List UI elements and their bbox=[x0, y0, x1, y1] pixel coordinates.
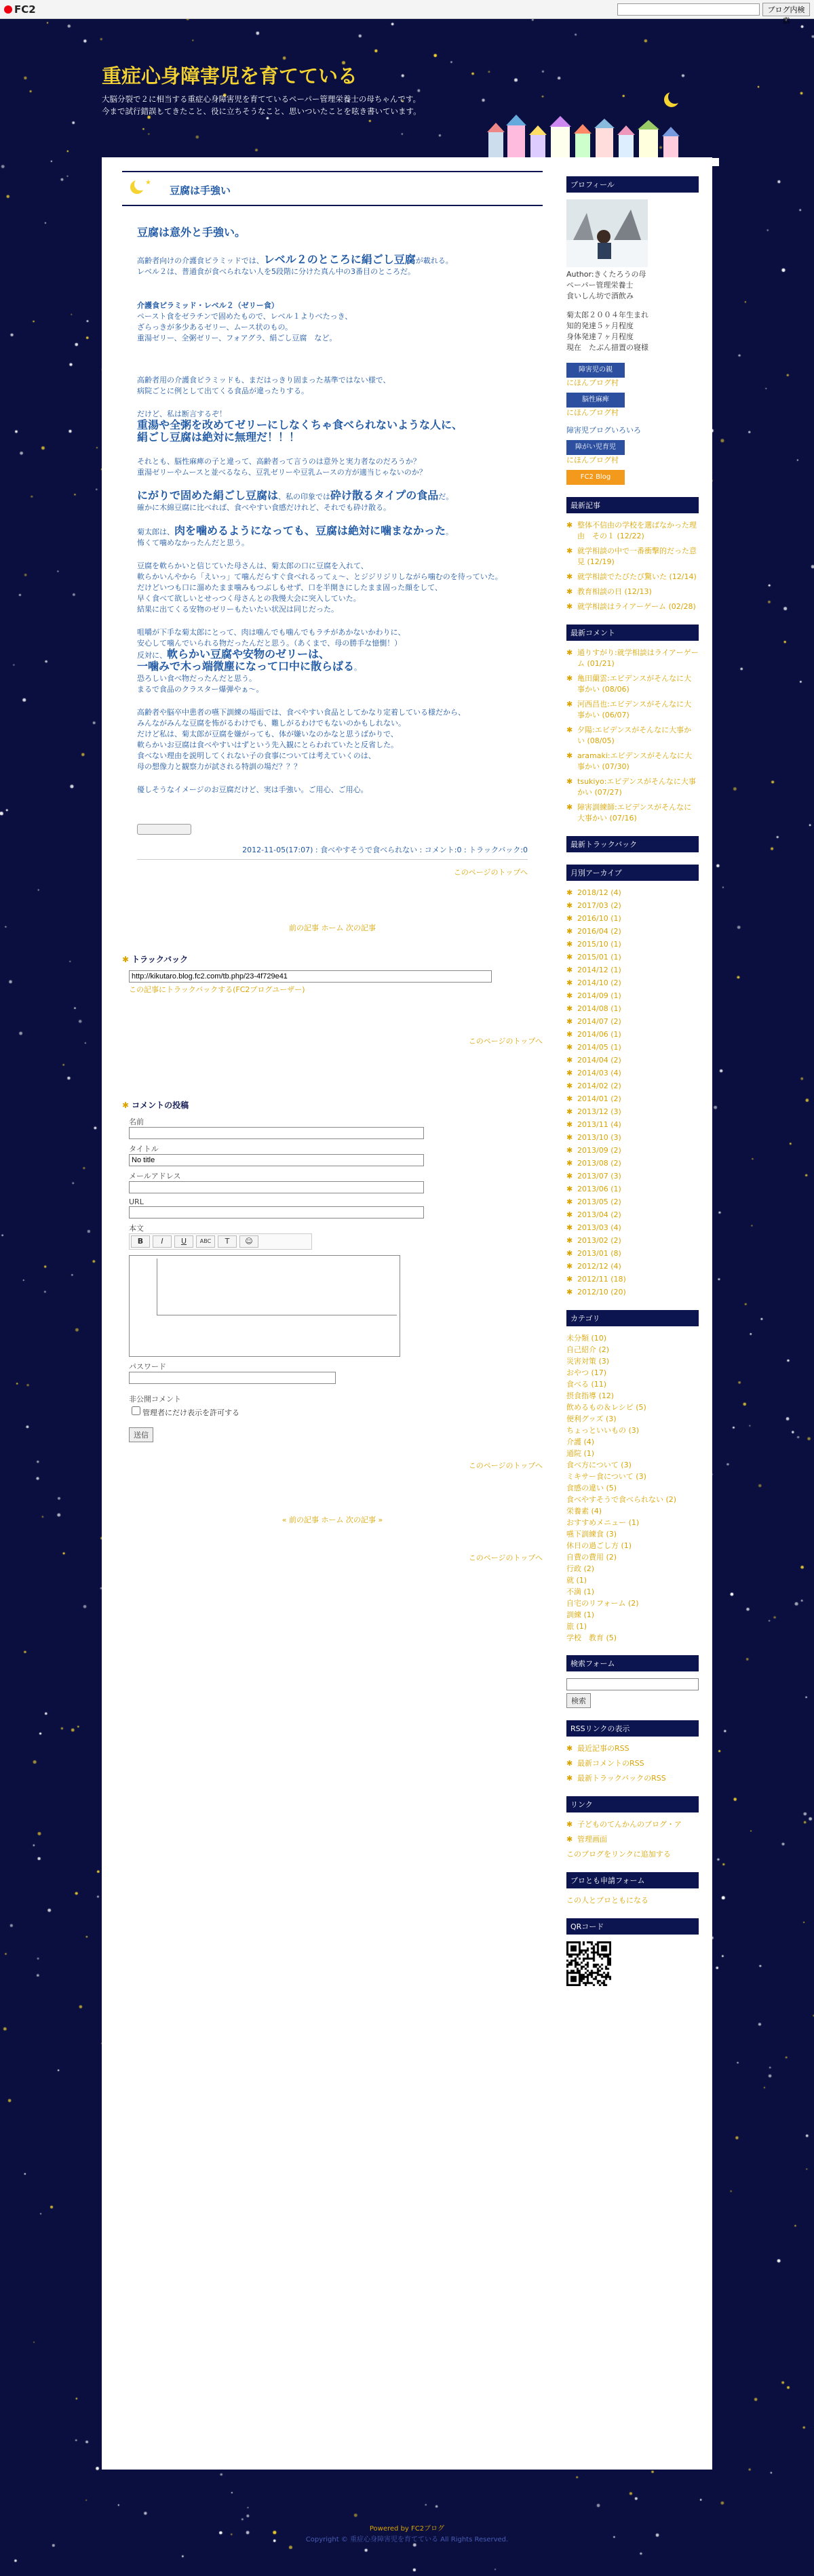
powered-by[interactable]: Powered by FC2ブログ bbox=[369, 2525, 445, 2533]
recent-entry-item[interactable]: ✱ 就学相談はライアーゲーム (02/28) bbox=[566, 601, 699, 612]
category-item[interactable]: ミキサー食について (3) bbox=[566, 1472, 646, 1481]
fc2-logo-icon bbox=[4, 5, 12, 14]
archive-item[interactable]: ✱ 2013/02 (2) bbox=[566, 1235, 699, 1246]
links-heading: リンク bbox=[566, 1796, 699, 1812]
archives-list bbox=[566, 888, 699, 1298]
password-field[interactable] bbox=[129, 1372, 336, 1384]
entry-lead: 豆腐は意外と手強い。 bbox=[137, 226, 246, 239]
rss-list bbox=[566, 1743, 699, 1784]
url-field[interactable] bbox=[129, 1206, 424, 1218]
rss-item[interactable]: ✱ 最新コメントのRSS bbox=[566, 1758, 699, 1769]
rss-item[interactable]: ✱ 最近記事のRSS bbox=[566, 1743, 699, 1754]
entry-body bbox=[122, 224, 543, 933]
blog-search-button[interactable]: ブログ内検索 bbox=[762, 3, 810, 16]
paragraph-5: それとも、脳性麻痺の子と違って、高齢者って言うのは意外と実力者なのだろうか？ 重湯ゼリーやムースと並べるなら、豆乳ゼリーや豆乳ムースの方が適当じゃないのか？ bbox=[137, 457, 427, 477]
main-column bbox=[122, 171, 543, 1563]
page-top-link-3[interactable]: このページのトップへ bbox=[468, 1461, 543, 1470]
archive-item[interactable]: ✱ 2012/11 (18) bbox=[566, 1274, 699, 1285]
recent-comment-item[interactable]: ✱ 亀田蘭雲:エビデンスがそんなに大事かい (08/06) bbox=[566, 673, 699, 695]
entry-nav-bottom[interactable]: « 前の記事 ホーム 次の記事 » bbox=[282, 1515, 383, 1524]
add-link[interactable]: このブログをリンクに追加する bbox=[566, 1850, 671, 1859]
textarea-inner bbox=[157, 1259, 397, 1315]
paragraph-6: にがりで固めた絹ごし豆腐は、私の印象では砕け散るタイプの食品だ。 確かに木綿豆腐に比べれば、食べやすい食感だけれど、それでも砕け散る。 bbox=[137, 489, 454, 512]
category-item[interactable]: 摂食指導 (12) bbox=[566, 1391, 615, 1400]
page-container bbox=[102, 157, 712, 2470]
rss-item[interactable]: ✱ 最新トラックバックのRSS bbox=[566, 1773, 699, 1784]
divider bbox=[137, 859, 528, 860]
category-item[interactable]: 介護 (4) bbox=[566, 1438, 595, 1446]
recent-comments-heading: 最新コメント bbox=[566, 625, 699, 641]
category-item[interactable]: 栄養素 (4) bbox=[566, 1507, 602, 1515]
site-title[interactable]: 重症心身障害児を育てている bbox=[102, 64, 358, 87]
archive-item[interactable]: ✱ 2013/09 (2) bbox=[566, 1145, 699, 1156]
categories-box bbox=[566, 1310, 699, 1643]
category-item[interactable]: 訓練 (1) bbox=[566, 1610, 595, 1619]
archive-item[interactable]: ✱ 2013/04 (2) bbox=[566, 1210, 699, 1221]
search-box bbox=[566, 1655, 699, 1708]
archive-item[interactable]: ✱ 2016/04 (2) bbox=[566, 926, 699, 937]
entry-meta[interactable]: 2012-11-05(17:07) : 食べやすそうで食べられない : コメント:0 : トラックバック:0 bbox=[242, 846, 528, 854]
recent-entries-heading: 最新記事 bbox=[566, 497, 699, 513]
password-label: パスワード bbox=[129, 1362, 166, 1371]
url-label: URL bbox=[129, 1197, 144, 1206]
fc2-logo[interactable]: FC2 bbox=[4, 3, 36, 16]
sidebar-search-input[interactable] bbox=[566, 1678, 699, 1690]
comment-form bbox=[122, 1099, 543, 1563]
archive-item[interactable]: ✱ 2013/03 (4) bbox=[566, 1223, 699, 1233]
bold-button[interactable]: B bbox=[131, 1235, 150, 1248]
categories-list bbox=[566, 1333, 699, 1643]
site-header bbox=[102, 61, 712, 117]
links-box bbox=[566, 1796, 699, 1860]
recent-comment-item[interactable]: ✱ 夕陽:エビデンスがそんなに大事かい (08/05) bbox=[566, 725, 699, 747]
entry-title[interactable]: 豆腐は手強い bbox=[170, 184, 231, 197]
fc2-ranking-banner[interactable]: FC2 Blog Ranking bbox=[566, 470, 625, 485]
category-item[interactable]: 食べ方について (3) bbox=[566, 1461, 632, 1469]
paragraph-3: 高齢者用の介護食ピラミッドも、まだはっきり固まった基準ではない様で、 病院ごとに例として出てくる食品が違ったりする。 bbox=[137, 376, 391, 395]
profile-photo bbox=[566, 199, 648, 267]
archive-item[interactable]: ✱ 2016/10 (1) bbox=[566, 913, 699, 924]
archive-item[interactable]: ✱ 2018/12 (4) bbox=[566, 888, 699, 898]
profile-author: Author:きくたろうの母 bbox=[566, 270, 646, 279]
recent-comment-item[interactable]: ✱ tsukiyo:エビデンスがそんなに大事かい (07/27) bbox=[566, 776, 699, 798]
page-top-link-2[interactable]: このページのトップへ bbox=[468, 1037, 543, 1046]
archive-item[interactable]: ✱ 2013/11 (4) bbox=[566, 1119, 699, 1130]
page-top-link-1[interactable]: このページのトップへ bbox=[453, 868, 528, 877]
text-color-button[interactable]: T bbox=[218, 1235, 237, 1248]
link-item[interactable]: ✱ 子どものてんかんのブログ・ア bbox=[566, 1819, 699, 1830]
strike-button[interactable]: ABC bbox=[196, 1235, 215, 1248]
category-item[interactable]: 自宅のリフォーム (2) bbox=[566, 1599, 639, 1608]
recent-entry-item[interactable]: ✱ 就学相談の中で一番衝撃的だった意見 (12/19) bbox=[566, 546, 699, 568]
submit-button[interactable]: 送信 bbox=[129, 1427, 153, 1442]
rss-heading: RSSリンクの表示 bbox=[566, 1720, 699, 1737]
secret-checkbox[interactable] bbox=[132, 1406, 140, 1415]
editor-toolbar bbox=[129, 1233, 312, 1250]
profile-son3: 身体発達７ヶ月程度 bbox=[566, 332, 634, 341]
archive-item[interactable]: ✱ 2012/10 (20) bbox=[566, 1287, 699, 1298]
category-item[interactable]: 通院 (1) bbox=[566, 1449, 595, 1458]
trackback-title: ✱ トラックバック bbox=[122, 953, 543, 965]
recent-comment-item[interactable]: ✱ 河西昌也:エビデンスがそんなに大事かい (06/07) bbox=[566, 699, 699, 721]
entry-nav[interactable]: 前の記事 ホーム 次の記事 bbox=[289, 924, 376, 932]
archive-item[interactable]: ✱ 2017/03 (2) bbox=[566, 900, 699, 911]
archives-heading: 月別アーカイブ bbox=[566, 865, 699, 881]
link-item[interactable]: ✱ 管理画面 bbox=[566, 1834, 699, 1845]
archive-item[interactable]: ✱ 2013/01 (8) bbox=[566, 1248, 699, 1259]
archive-item[interactable]: ✱ 2015/10 (1) bbox=[566, 939, 699, 950]
recent-comments-box bbox=[566, 625, 699, 824]
archive-item[interactable]: ✱ 2013/06 (1) bbox=[566, 1184, 699, 1195]
category-item[interactable]: 嚥下訓練食 (3) bbox=[566, 1530, 617, 1539]
archive-item[interactable]: ✱ 2014/03 (4) bbox=[566, 1068, 699, 1079]
nihon-blog-link-2[interactable]: にほんブログ村 bbox=[566, 408, 619, 417]
paragraph-9: 咀嚼が下手な菊太郎にとって、肉は噛んでも噛んでもラチがあかないかわりに、 安心して噛んでいられる物だったんだと思う。（あくまで、母の勝手な憶惻！） 反対に、軟らかい豆腐や安物のゼリーは、 一噛みで木っ端微塵になって口中に散らばる。 恐ろしい食べ物だったんだと思う。 まるで食品のクラスター爆弾やぁ〜。 bbox=[137, 628, 406, 694]
category-item[interactable]: 学校 教育 (5) bbox=[566, 1633, 617, 1642]
paragraph-7: 菊太郎は、肉を噛めるようになっても、豆腐は絶対に噛まなかった。 怖くて噛めなかったんだと思う。 bbox=[137, 524, 454, 547]
name-label: 名前 bbox=[129, 1117, 144, 1126]
moon-star-icon bbox=[128, 176, 155, 199]
italic-button[interactable]: I bbox=[153, 1235, 172, 1248]
archive-item[interactable]: ✱ 2014/10 (2) bbox=[566, 978, 699, 989]
paragraph-11: 優しそうなイメージのお豆腐だけど、実は手強い。ご用心、ご用心。 bbox=[137, 785, 368, 794]
profile-son4: 現在 たぶん措置の寝様 bbox=[566, 343, 648, 352]
footer bbox=[102, 2524, 712, 2545]
trackback-link[interactable]: この記事にトラックバックする(FC2ブログユーザー) bbox=[129, 985, 305, 994]
nihon-blog-link-3[interactable]: にほんブログ村 bbox=[566, 456, 619, 464]
title-field[interactable] bbox=[129, 1154, 424, 1166]
category-item[interactable]: 行政 (2) bbox=[566, 1564, 595, 1573]
friend-box bbox=[566, 1872, 699, 1906]
category-item[interactable]: 便利グッズ (3) bbox=[566, 1414, 617, 1423]
site-description: 大脳分裂で２に相当する重症心身障害児を育てているペーパー管理栄養士の母ちゃんです。 今まで試行錯誤してきたこと、役に立ちそうなこと、思いついたことを呟き書いています。 bbox=[102, 94, 421, 116]
category-item[interactable]: おすすめメニュー (1) bbox=[566, 1518, 640, 1527]
search-heading: 検索フォーム bbox=[566, 1655, 699, 1671]
archive-item[interactable]: ✱ 2014/08 (1) bbox=[566, 1004, 699, 1014]
recent-comments-list bbox=[566, 648, 699, 824]
archive-item[interactable]: ✱ 2013/07 (3) bbox=[566, 1171, 699, 1182]
recent-trackbacks-box bbox=[566, 836, 699, 852]
paragraph-1: 高齢者向けの介護食ピラミッドでは、レベル２のところに絹ごし豆腐が載れる。 レベル２は、普通食が食べられない人を5段階に分けた真ん中の3番目のところだ。 bbox=[137, 253, 453, 276]
archive-item[interactable]: ✱ 2014/07 (2) bbox=[566, 1016, 699, 1027]
recent-comment-item[interactable]: ✱ 通りすがり:就学相談はライアーゲーム (01/21) bbox=[566, 648, 699, 669]
entry-title-bar bbox=[122, 171, 543, 206]
body-label: 本文 bbox=[129, 1224, 144, 1233]
profile-role: ペーパー管理栄養士 bbox=[566, 281, 634, 290]
paragraph-4: だけど、私は断言するぞ！ 重湯や全粥を改めてゼリーにしなくちゃ食べられないような人に、 絹ごし豆腐は絶対に無理だ！！！ bbox=[137, 410, 463, 443]
archive-item[interactable]: ✱ 2014/06 (1) bbox=[566, 1029, 699, 1040]
recent-entry-item[interactable]: ✱ 就学相談でたびたび驚いた (12/14) bbox=[566, 572, 699, 582]
secret-label: 非公開コメント bbox=[129, 1395, 181, 1404]
copyright: Copyright © 重症心身障害児を育てている All Rights Reserved. bbox=[305, 2536, 509, 2543]
mail-label: メールアドレス bbox=[129, 1172, 181, 1181]
qr-heading: QRコード bbox=[566, 1918, 699, 1935]
svg-text:★: ★ bbox=[145, 179, 151, 186]
profile-box bbox=[566, 176, 699, 496]
archives-box bbox=[566, 865, 699, 1298]
sidebar-search-button[interactable]: 検索 bbox=[566, 1693, 591, 1708]
category-item[interactable]: 不満 (1) bbox=[566, 1587, 595, 1596]
profile-son2: 知的発達５ヶ月程度 bbox=[566, 321, 634, 330]
ranking-title: 障害児ブログいろいろ bbox=[566, 426, 641, 435]
category-item[interactable]: 未分類 (10) bbox=[566, 1334, 607, 1343]
paragraph-8: 豆腐を軟らかいと信じていた母さんは、菊太郎の口に豆腐を入れて、 軟らかいんやから「えいっ」て噛んだらすぐ食べれるってぇ〜、とジジリジリしながら噛むのを待っていた。 だけどいつも口に溜めたまま噛みもつぶしもせず、口を半開きにしたまま固った顔をして、 早く食べて欲しいとせっつく母さんとの我慢大会に突入していた。 結果に出てくる安物のゼリーもたいたい状況は同じだった。 bbox=[137, 561, 503, 614]
mail-field[interactable] bbox=[129, 1181, 424, 1193]
nihon-blog-link-1[interactable]: にほんブログ村 bbox=[566, 378, 619, 387]
category-item[interactable]: 自費の費用 (2) bbox=[566, 1553, 617, 1562]
category-item[interactable]: 食べやすそうで食べられない (2) bbox=[566, 1495, 677, 1504]
name-field[interactable] bbox=[129, 1127, 424, 1139]
comment-body-field[interactable] bbox=[129, 1255, 400, 1357]
recent-trackbacks-heading: 最新トラックバック bbox=[566, 836, 699, 852]
archive-item[interactable]: ✱ 2014/05 (1) bbox=[566, 1042, 699, 1053]
underline-button[interactable]: U bbox=[174, 1235, 193, 1248]
category-item[interactable]: 食感の違い (5) bbox=[566, 1484, 617, 1492]
nihon-blog-banner-3[interactable]: 障がい児育児 bbox=[566, 440, 625, 455]
archive-item[interactable]: ✱ 2013/10 (3) bbox=[566, 1132, 699, 1143]
links-list bbox=[566, 1819, 699, 1845]
recent-entry-item[interactable]: ✱ 整体不信由の学校を選ばなかった理由 その１ (12/22) bbox=[566, 520, 699, 542]
recent-comment-item[interactable]: ✱ aramaki:エビデンスがそんなに大事かい (07/30) bbox=[566, 751, 699, 772]
category-item[interactable]: 災害対策 (3) bbox=[566, 1357, 610, 1366]
trackback-section bbox=[122, 953, 543, 1046]
social-button[interactable] bbox=[137, 824, 191, 835]
category-item[interactable]: 就 (1) bbox=[566, 1576, 587, 1585]
archive-item[interactable]: ✱ 2012/12 (4) bbox=[566, 1261, 699, 1272]
archive-item[interactable]: ✱ 2013/05 (2) bbox=[566, 1197, 699, 1208]
archive-item[interactable]: ✱ 2013/08 (2) bbox=[566, 1158, 699, 1169]
trackback-url-field[interactable] bbox=[129, 970, 492, 983]
recent-entry-item[interactable]: ✱ 教育相談の日 (12/13) bbox=[566, 587, 699, 597]
blog-search-input[interactable] bbox=[617, 3, 760, 16]
friend-link[interactable]: この人とブロともになる bbox=[566, 1896, 648, 1905]
archive-item[interactable]: ✱ 2015/01 (1) bbox=[566, 952, 699, 963]
qr-box bbox=[566, 1918, 699, 1988]
sidebar bbox=[566, 176, 699, 2000]
friend-heading: ブロとも申請フォーム bbox=[566, 1872, 699, 1888]
recent-entries-box bbox=[566, 497, 699, 612]
rss-box bbox=[566, 1720, 699, 1784]
archive-item[interactable]: ✱ 2014/01 (2) bbox=[566, 1094, 699, 1105]
paragraph-10: 高齢者や脳卒中患者の嚥下訓練の場面では、食べやすい食品としてかなり定着している様だから、 みんながみんな豆腐を怖がるわけでも、難しがるわけでもないのかもしれない。 だけど私は、菊太郎が豆腐を嫌がっても、体が嫌いなのかなと思うばかりで、 軟らかいお豆腐は食べやすいはずという先入観にとらわれていたと反省した。 食べない理由を説明してくれない子の食事については考えていくのは、 母の想像力と観察力が試される特訓の場だ？？？ bbox=[137, 708, 465, 771]
comment-form-title: ✱ コメントの投稿 bbox=[122, 1099, 543, 1111]
category-item[interactable]: 休日の過ごし方 (1) bbox=[566, 1541, 632, 1550]
archive-item[interactable]: ✱ 2014/09 (1) bbox=[566, 991, 699, 1002]
recent-comment-item[interactable]: ✱ 障害訓練師:エビデンスがそんなに大事かい (07/16) bbox=[566, 802, 699, 824]
emoji-button[interactable]: ☺ bbox=[239, 1235, 258, 1248]
secret-option: 管理者にだけ表示を許可する bbox=[129, 1404, 543, 1418]
category-item[interactable]: 食べる (11) bbox=[566, 1380, 607, 1389]
fc2-topbar bbox=[0, 0, 814, 25]
nihon-blog-banner-1[interactable]: 障害児の親 bbox=[566, 363, 625, 378]
category-item[interactable]: 旅 (1) bbox=[566, 1622, 587, 1631]
profile-heading: プロフィール bbox=[566, 176, 699, 193]
archive-item[interactable]: ✱ 2013/12 (3) bbox=[566, 1107, 699, 1117]
qr-code bbox=[566, 1941, 611, 1986]
archive-item[interactable]: ✱ 2014/04 (2) bbox=[566, 1055, 699, 1066]
archive-item[interactable]: ✱ 2014/02 (2) bbox=[566, 1081, 699, 1092]
page-top-link-4[interactable]: このページのトップへ bbox=[468, 1553, 543, 1562]
profile-hobby: 食いしん坊で酒飲み bbox=[566, 292, 634, 300]
recent-entries-list bbox=[566, 520, 699, 612]
category-item[interactable]: おやつ (17) bbox=[566, 1368, 607, 1377]
profile-son1: 菊太郎２００４年生まれ bbox=[566, 311, 648, 319]
nihon-blog-banner-2[interactable]: 脳性麻痺 bbox=[566, 393, 625, 408]
categories-heading: カテゴリ bbox=[566, 1310, 699, 1326]
paragraph-2: 介護食ピラミッド・レベル２（ゼリー食） ペースト食をゼラチンで固めたもので、レベル１よりべたっき、 ざらっきが多少あるゼリー、ムース状のもの。 重湯ゼリー、全粥ゼリー、フォアグラ、絹ごし豆腐 など。 bbox=[137, 301, 353, 342]
category-item[interactable]: ちょっといいもの (3) bbox=[566, 1426, 640, 1435]
category-item[interactable]: 自己紹介 (2) bbox=[566, 1345, 610, 1354]
title-label: タイトル bbox=[129, 1145, 159, 1153]
category-item[interactable]: 飲めるもの＆レシピ (5) bbox=[566, 1403, 646, 1412]
archive-item[interactable]: ✱ 2014/12 (1) bbox=[566, 965, 699, 976]
